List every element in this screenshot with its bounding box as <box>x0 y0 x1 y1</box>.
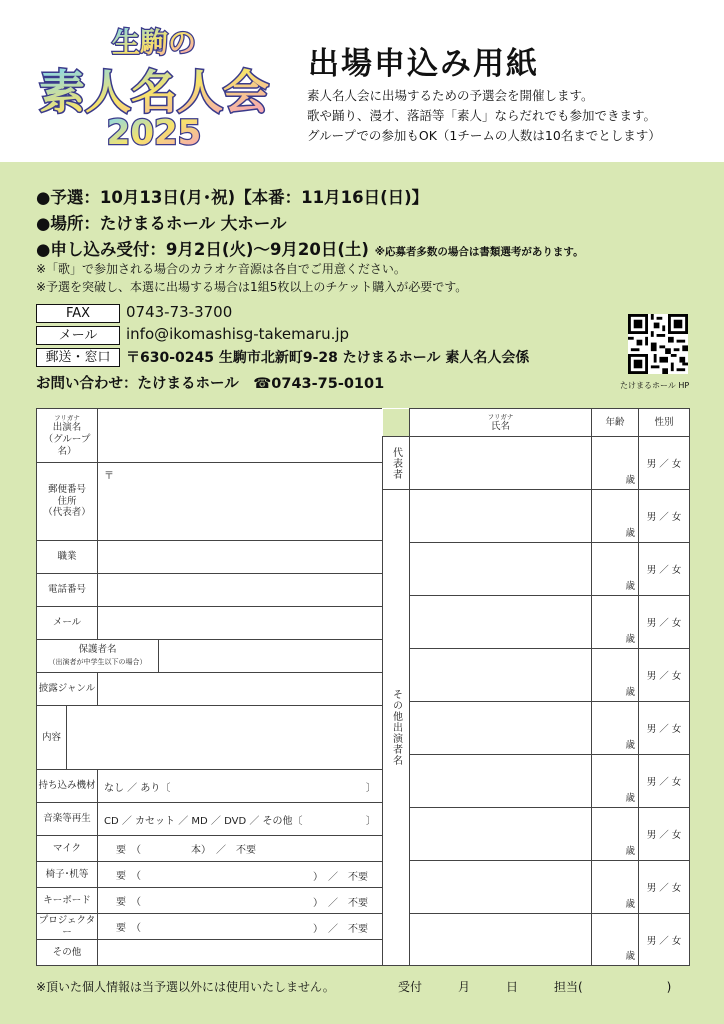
mail-field[interactable] <box>98 607 383 640</box>
post-label: 郵送・窓口 <box>36 348 120 367</box>
sex-field[interactable]: 男 ／ 女 <box>639 755 690 808</box>
bracket-close: 〕 <box>366 816 376 827</box>
guardian-label <box>37 640 159 673</box>
age-field[interactable]: 歳 <box>592 702 639 755</box>
guardian-field[interactable] <box>159 640 383 673</box>
member-name-field[interactable] <box>410 437 592 490</box>
age-field[interactable]: 歳 <box>592 649 639 702</box>
age-field[interactable]: 歳 <box>592 543 639 596</box>
furigana-label: フリガナ <box>54 413 80 422</box>
other-label: その他 <box>37 940 98 966</box>
intro-line: 歌や踊り、漫才、落語等「素人」ならだれでも参加できます。 <box>307 108 657 123</box>
equipment-field[interactable] <box>98 770 383 803</box>
ticket-note: ※予選を突破し、本選に出場する場合は1組5枚以上のチケット購入が必要です。 <box>36 280 468 294</box>
equipment-label: 持ち込み機材 <box>37 770 98 803</box>
phone-field[interactable] <box>98 574 383 607</box>
projector-label: プロジェクター <box>37 914 98 940</box>
projector-field[interactable] <box>98 914 383 940</box>
need-close: ） ／ 不要 <box>313 872 368 883</box>
group-name-text: （グループ名） <box>43 433 91 457</box>
phone-label: 電話番号 <box>37 574 98 607</box>
age-field[interactable]: 歳 <box>592 437 639 490</box>
qr-label: たけまるホール HP <box>620 381 690 390</box>
name-header <box>410 409 592 437</box>
member-name-field[interactable] <box>410 755 592 808</box>
other-field[interactable] <box>98 940 383 966</box>
event-logo <box>34 22 274 150</box>
fax-number: 0743-73-3700 <box>126 303 233 321</box>
intro-line: グループでの参加もOK（1チームの人数は10名までとします） <box>307 128 661 143</box>
need-close: ） ／ 不要 <box>313 898 368 909</box>
performer-name-label <box>37 409 98 463</box>
name-header-text: 氏名 <box>490 420 510 432</box>
sex-field[interactable]: 男 ／ 女 <box>639 702 690 755</box>
members-form <box>382 408 690 966</box>
need-open: 要 （ <box>116 923 141 934</box>
sex-field[interactable]: 男 ／ 女 <box>639 914 690 966</box>
mail-label: メール <box>36 326 120 345</box>
representative-label: 代表者 <box>383 437 410 490</box>
content-field[interactable] <box>67 706 383 770</box>
logo-line1: 生駒の <box>111 26 197 59</box>
genre-label: 披露ジャンル <box>37 673 98 706</box>
sex-field[interactable]: 男 ／ 女 <box>639 808 690 861</box>
intro-line: 素人名人会に出場するための予選会を開催します。 <box>307 88 594 103</box>
age-field[interactable]: 歳 <box>592 755 639 808</box>
content-label: 内容 <box>37 706 67 770</box>
chair-label: 椅子･机等 <box>37 862 98 888</box>
equipment-options: なし ／ あり〔 <box>104 782 171 794</box>
age-header: 年齢 <box>592 409 639 437</box>
age-field[interactable]: 歳 <box>592 808 639 861</box>
age-field[interactable]: 歳 <box>592 596 639 649</box>
applicant-form <box>36 408 383 966</box>
name-furigana: フリガナ <box>487 412 514 421</box>
privacy-note: ※頂いた個人情報は当予選以外には使用いたしません。 <box>36 980 335 994</box>
sex-header: 性別 <box>639 409 690 437</box>
member-name-field[interactable] <box>410 596 592 649</box>
age-field[interactable]: 歳 <box>592 861 639 914</box>
member-name-field[interactable] <box>410 861 592 914</box>
postal-mark: 〒 <box>104 471 114 482</box>
karaoke-note: ※「歌」で参加される場合のカラオケ音源は各自でご用意ください。 <box>36 262 406 276</box>
sex-field[interactable]: 男 ／ 女 <box>639 543 690 596</box>
corner-cell <box>383 409 410 437</box>
selection-note: ※応募者多数の場合は書類選考があります。 <box>374 246 584 258</box>
other-members-label: その他出演者名 <box>383 490 410 966</box>
schedule-venue: ●場所：たけまるホール 大ホール <box>36 214 287 233</box>
genre-field[interactable] <box>98 673 383 706</box>
job-label: 職業 <box>37 541 98 574</box>
sex-field[interactable]: 男 ／ 女 <box>639 490 690 543</box>
chair-field[interactable] <box>98 862 383 888</box>
member-name-field[interactable] <box>410 808 592 861</box>
member-name-field[interactable] <box>410 702 592 755</box>
qr-code[interactable] <box>628 314 688 374</box>
guardian-text: 保護者名 <box>78 644 117 656</box>
member-name-field[interactable] <box>410 543 592 596</box>
mic-field[interactable]: 要 （ 本） ／ 不要 <box>98 836 383 862</box>
post-address: 〒630-0245 生駒市北新町9-28 たけまるホール 素人名人会係 <box>126 350 530 366</box>
document-title: 出場申込み用紙 <box>308 46 539 82</box>
audio-options: CD ／ カセット ／ MD ／ DVD ／ その他〔 <box>104 815 303 827</box>
sex-field[interactable]: 男 ／ 女 <box>639 649 690 702</box>
performer-name-text: 出演名 <box>52 421 82 433</box>
logo-line2: 素人名人会 <box>39 65 269 119</box>
job-field[interactable] <box>98 541 383 574</box>
age-field[interactable]: 歳 <box>592 914 639 966</box>
logo-line3: 2025 <box>106 113 202 150</box>
address-text: 住所 <box>57 495 77 507</box>
sex-field[interactable]: 男 ／ 女 <box>639 596 690 649</box>
inquiry: お問い合わせ：たけまるホール ☎0743-75-0101 <box>36 376 385 392</box>
age-field[interactable]: 歳 <box>592 490 639 543</box>
sex-field[interactable]: 男 ／ 女 <box>639 861 690 914</box>
need-close: ） ／ 不要 <box>313 924 368 935</box>
address-label <box>37 463 98 541</box>
bracket-close: 〕 <box>366 783 376 794</box>
representative-text: （代表者） <box>43 507 91 519</box>
sex-field[interactable]: 男 ／ 女 <box>639 437 690 490</box>
postal-code-text: 郵便番号 <box>47 483 86 495</box>
performer-name-field[interactable] <box>98 409 383 463</box>
reception-stamp: 受付 月 日 担当( ) <box>398 980 672 994</box>
member-name-field[interactable] <box>410 490 592 543</box>
address-field[interactable] <box>98 463 383 541</box>
keyboard-field[interactable] <box>98 888 383 914</box>
member-name-field[interactable] <box>410 914 592 966</box>
mail-address[interactable]: info@ikomashisg-takemaru.jp <box>126 325 350 343</box>
fax-label: FAX <box>36 304 120 323</box>
audio-field[interactable] <box>98 803 383 836</box>
member-name-field[interactable] <box>410 649 592 702</box>
reception-period: ●申し込み受付：9月2日(火)～9月20日(土) <box>36 240 369 259</box>
schedule-reception <box>36 236 584 260</box>
mail-field-label: メール <box>37 607 98 640</box>
schedule-dates: ●予選：10月13日(月･祝)【本番：11月16日(日)】 <box>36 188 429 207</box>
mic-label: マイク <box>37 836 98 862</box>
keyboard-label: キーボード <box>37 888 98 914</box>
need-open: 要 （ <box>116 871 141 882</box>
need-open: 要 （ <box>116 897 141 908</box>
audio-label: 音楽等再生 <box>37 803 98 836</box>
guardian-sub: （出演者が中学生以下の場合） <box>48 658 147 666</box>
